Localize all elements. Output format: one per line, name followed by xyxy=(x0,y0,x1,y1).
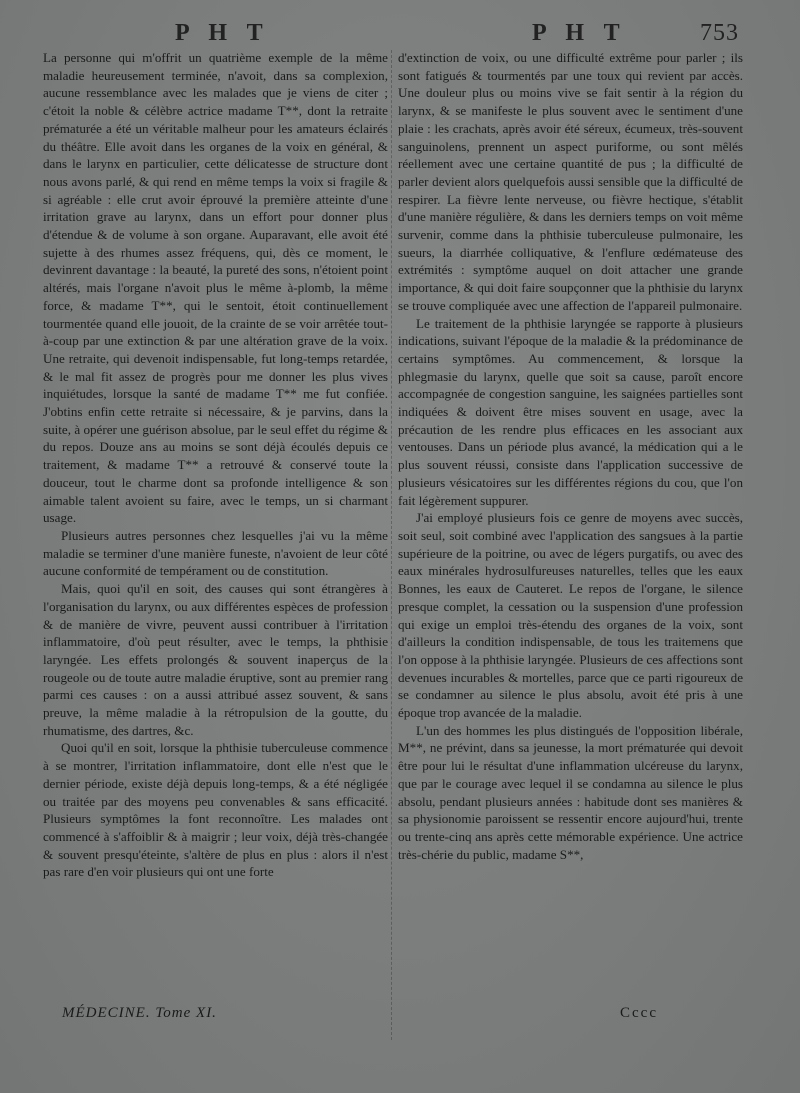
left-column xyxy=(43,49,388,881)
paragraph: Le traitement de la phthisie laryngée se rapporte à plusieurs indications, suivant l'époque de la maladie & la prédominance de certains symptômes. Au commencement, & lorsque la phlegmasie du larynx, quelle que soit sa cause, paroît encore accompagnée de congestion sanguine, les saignées partielles sont indiquées & doivent être mises souvent en usage, avec la précaution de les rendre plus efficaces en les associant aux ventouses. Dans un période plus avancé, la médication qui a le plus souvent réussi, consiste dans l'application successive de plusieurs vésicatoires sur les différentes régions du cou, que l'on fait légèrement suppurer. xyxy=(398,315,743,508)
column-divider xyxy=(391,50,392,1040)
paragraph: J'ai employé plusieurs fois ce genre de moyens avec succès, soit seul, soit combiné avec l'application des sangsues à la partie supérieure de la poitrine, ou avec de légers purgatifs, ou avec des eaux minérales hydrosulfureuses naturelles, telles que les eaux Bonnes, les eaux de Cauteret. Le repos de l'organe, le silence presque complet, la cessation ou la suspension d'une profession qui exige un emploi très-étendu des organes de la voix, sont d'ailleurs la condition indispensable, de tous les traitemens que l'on oppose à la phthisie laryngée. Plusieurs de ces affections sont devenues incurables & mortelles, parce que ce parti rigoureux de se condamner au silence le plus absolu, avoit été pris à une époque trop avancée de la maladie. xyxy=(398,510,743,721)
page-number: 753 xyxy=(700,20,739,46)
paragraph: Plusieurs autres personnes chez lesquelles j'ai vu la même maladie se terminer d'une manière funeste, n'avoient de leur côté aucune conformité de tempérament ou de constitution. xyxy=(43,527,388,579)
paragraph: Quoi qu'il en soit, lorsque la phthisie tuberculeuse commence à se montrer, l'irritation inflammatoire, dont elle n'est que le dernier période, existe déjà depuis long-temps, & a été négligée ou traitée par des moyens peu convenables & sans efficacité. Plusieurs symptômes la font reconnoître. Les malades ont commencé à s'affoiblir & à maigrir ; leur voix, déjà très-changée & souvent presqu'éteinte, s'altère de plus en plus : alors il n'est pas rare d'en voir plusieurs qui ont une forte xyxy=(43,740,388,880)
right-column xyxy=(398,49,743,863)
left-running-head: P H T xyxy=(175,20,270,46)
page-footer xyxy=(0,1005,800,1029)
paragraph: La personne qui m'offrit un quatrième exemple de la même maladie heureusement terminée, n'avoit, dans sa complexion, aucune ressemblance avec les malades que je viens de citer ; c'étoit la noble & célèbre actrice madame T**, dont la retraite prématurée a été un véritable malheur pour les amateurs éclairés du théâtre. Elle avoit dans les organes de la voix en général, & dans le larynx en particulier, cette délicatesse de structure dont nous avons parlé, & qui rend en même temps la voix si fragile & si agréable : elle crut avoir éprouvé la première atteinte d'une irritation grave au larynx, dans un effort pour donner plus d'étendue & de volume à son organe. Auparavant, elle avoit été sujette à des rhumes assez fréquens, qui, dès ce moment, le devinrent davantage : la beauté, la pureté des sons, n'étoient point altérés, mais l'organe n'avoit plus le même à-plomb, la même force, & madame T**, qui le sentoit, étoit continuellement tourmentée quand elle jouoit, de la crainte de se voir arrêtée tout-à-coup par une extinction & par une altération grave de la voix. Une retraite, qui devenoit indispensable, fut long-temps retardée, & le mal fit assez de progrès pour me donner les plus vives inquiétudes, lorsque la santé de madame T** me fut confiée. J'obtins enfin cette retraite si nécessaire, & je parvins, dans la suite, à opérer une guérison absolue, par le seul effet du régime & du repos. Douze ans au moins se sont déjà écoulés depuis ce traitement, & madame T** a retrouvé & conservé toute la douceur, tout le charme dont sa profonde intelligence & son aimable talent avoient su faire, avec le temps, un si charmant usage. xyxy=(43,50,388,526)
paragraph: L'un des hommes les plus distingués de l'opposition libérale, M**, ne prévint, dans sa jeunesse, la mort prématurée qui devoit être pour lui le résultat d'une inflammation ulcéreuse du larynx, que par le courage avec lequel il se condamna au silence le plus absolu, pendant plusieurs années : habitude dont ses manières & sa physionomie paroissent se ressentir encore aujourd'hui, trente ou trente-cinq ans après cette mémorable expérience. Une actrice très-chérie du public, madame S**, xyxy=(398,722,743,862)
running-header xyxy=(0,20,800,52)
paragraph: Mais, quoi qu'il en soit, des causes qui sont étrangères à l'organisation du larynx, ou aux différentes espèces de profession & de manière de vivre, peuvent aussi contribuer à l'irritation inflammatoire, d'où peut résulter, avec le temps, la phthisie laryngée. Les effets prolongés & souvent inaperçus de la rougeole ou de toute autre maladie éruptive, sont au premier rang parmi ces causes : on a aussi attribué assez souvent, & sans preuve, la même maladie à la rétropulsion de la goutte, du rhumatisme, des dartres, &c. xyxy=(43,581,388,738)
gathering-signature: Cccc xyxy=(620,1005,658,1021)
right-running-head: P H T xyxy=(532,20,627,46)
paragraph: d'extinction de voix, ou une difficulté extrême pour parler ; ils sont fatigués & tourmentés par une toux qui revient par accès. Une douleur plus ou moins vive se fait sentir à la région du larynx, & se manifeste le plus souvent avec le sentiment d'une plaie : les crachats, après avoir été séreux, écumeux, très-souvent sanguinolens, prennent un aspect puriforme, ou sont mêlés réellement avec une certaine quantité de pus ; la difficulté de parler devient alors quelquefois aussi sensible que la difficulté de respirer. La fièvre lente nerveuse, ou fièvre hectique, s'établit d'une manière régulière, & dans les derniers temps on voit même survenir, comme dans la phthisie tuberculeuse pulmonaire, les sueurs, la diarrhée colliquative, & l'enflure œdémateuse des extrémités : symptôme auquel on doit attacher une grande importance, & qui doit faire soupçonner que la phthisie du larynx se trouve compliquée avec une affection de l'appareil pulmonaire. xyxy=(398,50,743,313)
volume-signature: MÉDECINE. Tome XI. xyxy=(62,1005,217,1021)
